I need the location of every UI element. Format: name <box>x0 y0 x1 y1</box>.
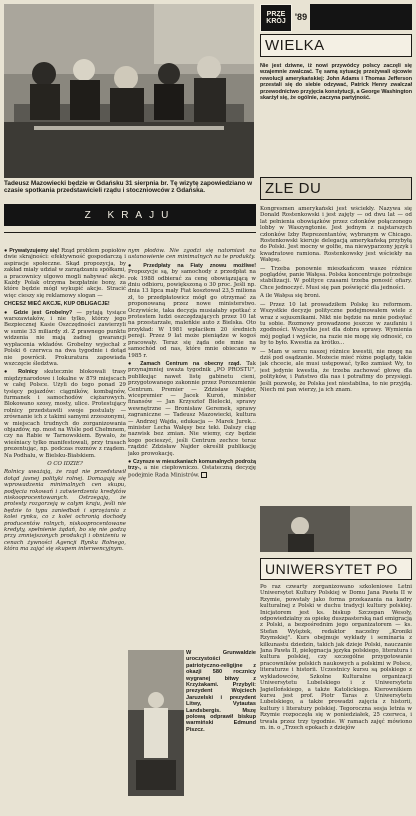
masthead <box>260 4 412 32</box>
middle-column <box>128 248 256 646</box>
article-paragraph: A ile Wałęsa się broni. <box>260 293 321 300</box>
grunwald-photo <box>128 650 184 796</box>
subheading: O CO IDZIE? <box>47 461 83 467</box>
news-lead: ● Przedpłaty na Fiaty znowu możliwe! <box>128 262 256 269</box>
photo-caption: Tadeusz Mazowiecki będzie w Gdańsku 31 sierpnia br. Tę wizytę zapowiedziano w czasie spotkania przedstawicieli rządu i stoczniowców z Gdańska. <box>4 180 253 195</box>
right-mid-article <box>260 206 412 502</box>
right-bottom-article <box>260 584 412 816</box>
news-lead: ● Zamach Centrum na obecny rząd. <box>128 360 241 367</box>
article-paragraph: Po raz czwarty zorganizowano szkoleniowe Letni Uniwersytet Kultury Polskiej w Domu Jana Pawła II w Rzymie, powstały jako forma przekazania na kadry kulturalnej z Polski w duchu tradycji kultury polskiej. Inicjatorem jest ks. biskup Szczepan Wesoły, odpowiedzialny za opiekę duszpasterską nad emigracją z Polski, a bezpośrednim jego organizatorem — ks. Stefan Wylężek, redaktor naczelny „Kroniki Rzymskiej". Kurs obejmuje wykłady i seminaria z kilkunastu dziedzin, takich jak dzieje Polski, nauczanie Jana Pawła II, pielęgnacja języka polskiego, literatura i kultura polskiej, czy szczególne przygotowanie pracowników polskich naukowych a polskimi w Polsce, literaturze i historii. Uczestnicy kursu są polskiego z wykładowców, Szkolne Kulturalne organizacji Uniwersytetu Lubelskiego i z Uniwersytetu Jagiellońskiego, a także Katolickiego. Kierownikiem kursu jest prof. Piotr Taras z Uniwersytetu Lubelskiego, a także prowadzi zajęcia z historii, kultury i literatury polskiej. Tegoroczna sesja letnia w Rzymie rozpoczęła się w poniedziałek, 25 czerwca, i trwała przez trzy tygodnie. W ramach zajęć mówiono m. in. o „Trzech epokach z dziejów <box>260 584 412 731</box>
right-top-article <box>260 63 412 173</box>
news-item <box>4 369 126 459</box>
section-band-z-kraju: Z KRAJU <box>4 204 256 226</box>
edition-mark: '89 <box>294 12 308 22</box>
news-continuation: nym płodów. Nie zgodzi się natomiast na ustanowienie cen minimalnych na te produkty. <box>128 248 256 261</box>
divider <box>4 232 256 233</box>
przekroj-logo: PRZE KRÓJ <box>260 4 292 32</box>
news-lead: ● Czynsze w mieszkaniach komunalnych podrożą trzy-, <box>128 459 256 472</box>
left-column <box>4 248 126 796</box>
article-text: Nie jest dziwne, iż nowi przywódcy polscy zaczęli się wzajemnie zwalczać. Tę samą sytuację przeżywali ojcowie rewolucji amerykańskiej: John Adams i Thomas Jefferson przestali się do siebie odzywać, Patrick Henry zwalczał przewodnictwo przyjęcia konstytucji, a George Washington skarżył się, że ogólnie, zaczyna partyjność. <box>260 63 412 102</box>
grunwald-photo-illustration <box>128 650 184 796</box>
news-lead: ● Prywatyzujemy się! <box>4 248 60 254</box>
news-text: Propozycje są, by samochody z przedpłat na rok 1988 odbierać za cenę obowiązującą w dniu odbioru, powiększoną o 30 proc. Jeśli np. dnia 13 lipca mały Fiat kosztował 23,5 miliona zł, to przedpłatowicz mógł go otrzymać za proponowaną przez nowe ministerstwo. Oczywiście, taka decyzja musiałaby spotkać z protestem ludzi oszczędzających przez 10 lat na przestarzałe, maleńkie auto z Bielska. Oto przykład: W 1981 wpłaciłem 20 średnich pensji. Przez 9 lat może pieniądze w kogoś pracowały. Teraz się żąda ode mnie na samochód od nas, które mnie obiecano w 1985 r. <box>128 269 256 359</box>
article-paragraph: — Przez 10 lat prowadziłem Polskę ku reformom. Wszystkie decyzje polityczne podejmowałem wiele z wraz z sojusznikami. Nikt nie będzie na mnie podsyłać tu sobie. Rozmowy prowadzone jeszcze w zaufaniu i zgodności. Wszystko jest dla dobra sprawy. Wymienia mój pogląd i wyjście, na razie nie mogę się odnosić, co by to było. Kwestia za krótko... <box>260 301 412 347</box>
article-paragraph: — Trzeba ponownie mieszkańcom wasze różnice poglądów, panie Wałęsa. Polska koncentruje potrzebuje stabilizacji. W polityce czasami trzeba ponosić ofiary. Chce jednoczyć. Musi się pan poświęcić dla jedności. <box>260 265 412 291</box>
right-photo <box>260 506 412 552</box>
grunwald-item <box>186 650 256 796</box>
news-lead: ● Gdzie jest Grobelny? <box>4 309 73 316</box>
news-text: skutecznie blokowali trasy międzynarodowe i lokalne w 879 miejscach w całej Polsce. Użyli do tego ponad 29 tysięcy pojazdów: ciągników, kombajnów, furmanek i samochodów ciężarowych. Blokowano szosy, mosty, ulice. Protestujący rolnicy przedstawili swoje postulaty — zrównanie ich z takimi samymi zrzeszonymi, w miejscach trudnych do zorganizowania objazdów, np. most na Wiśle pod Chełmnem, czy na Rabie w Tarnowskiem. Bywało, że wieśniacy tylko manifestowali, przy trasach prezentując, np. podczas rozmów z rządem. Na Podhalu, w Bielsku-Białskiem. <box>4 369 126 459</box>
article-paragraph: Kongresmen amerykański jest wściekły. Nazywa się Donald Rostenkowski i jest zajęty — od dwu lat — od lat pełnienia obowiązków przez członków połączonego lobby w Waszyngtonie. Jest jednym z najstarszych członków Izby Reprezentantów, wybranym w Chicago. Rostenkowski kieruje delegacją amerykańską przybyłą do Polski. Jest mocny w golfie, ma niewyparzony język i kwadratowe ramiona. Rostenkowsky jest wściekły na Wałęsę. <box>260 206 412 264</box>
grunwald-text: W Grunwaldzie uroczystości patriotyczno-religijne z okazji 580 rocznicy wygranej bitwy z Krzyżakami. Przybyli: prezydent Wojciech Jaruzelski i prezydent Litwy, Vytautas Landsbergis. Mszę polową odprawił biskup warmiński Edmund Piszcz. <box>186 650 256 733</box>
news-text: a nie ciepłowniczo. Ostateczną decyzję podejmie Rada Ministrów. <box>128 465 256 479</box>
news-text: Rząd problem popiołów dwie skrajności: efektywność gospodarczą i aspiracje społeczne. Skąd propozycja, by zakład miały udział w zarządzaniu spółkami, a pracownicy ulgowo mogli nabywać akcje. Każdy Polak otrzyma bezpłatnie bony, za które będzie mógł wykupić akcje. Stracić więc cieszy się reklamowy slogan — <box>4 248 126 299</box>
end-square-icon <box>201 472 207 478</box>
news-slogan: CHCESZ MIEĆ AKCJE, KUP OBLIGACJE! <box>4 301 110 308</box>
news-item <box>4 248 126 299</box>
article-title-uniwersytet: UNIWERSYTET PO <box>260 558 412 580</box>
news-item <box>128 263 256 359</box>
article-paragraph: — Mam w sercu naszej różnice kwestii, nie mogę na dziś pod osądzanie. Możecie mieć różne poglądy, takie jak chcecie, ale musi ustępować, tylko zamiast Wy, to jest jedynie kwestia, że trzeba zachować głowę dla polityków, i Państwo dla nas i potrafimy do przysięgi. Jeśli pozwolę, że Polska jest niestabilna, to nie przyjdą. Niech mi pan wierzy, ja ich znam. <box>260 348 412 393</box>
news-item: Rolnicy uważają, że rząd nie przedstawił dotąd jasnej polityki rolnej. Domagają się wprowadzenia minimalnych cen skupu, podjęcia rokowań i zatwierdzenia kredytów niskooprocentowanych. Ostrzegają, że protesty rozgorzeją w całym kraju, jeśli nie będzie to typu zaniedbań i sprzężania z kolei rynku, co z kolei ochronią dochody producentów rolnych, niskooprocentowane kredyty, spełnienie żądań, bo się nie godzą przy zmniejszonych produkcji i obniżeniu w cenach żywności Agencji Rynku Rolnego, która ma zająć się skupem interwencyjnym. <box>4 469 126 553</box>
right-photo-illustration <box>260 506 412 552</box>
news-photo <box>4 4 254 178</box>
news-item <box>4 310 126 368</box>
news-item <box>128 361 256 457</box>
news-text: — pytają tysiące warszawiaków, i nie tylko, którzy jego Bezpiecznej Kasie Oszczędności zawierzyli w sumie 33 miliardy zł. Z prawnego punktu widzenia nie mają żadnej gwarancji wypłacenia wkładów. Grobelny wyjechał z Polski 6 czerwca na dwa tygodnie i dotąd nie powrócił. Prokuratura zapowiada wszczęcie śledztwa. <box>4 309 126 367</box>
news-lead: ● Rolnicy <box>4 369 38 376</box>
article-title-wielka: WIELKA <box>260 34 412 57</box>
right-column <box>260 4 412 796</box>
section-top-mark <box>310 4 412 30</box>
news-text: Tak przynajmniej uważa tygodnik „PO PROSTU", publikując nawet listę gabinetu cieni, przygotowanego zakonnie przez Porozumienie Centrum. Premier — Zdzisław Najder, wicepremier — Jacek Kuroń, minister finansów — Jan Krzysztof Bielecki, sprawy wewnętrzne — Bronisław Geremek, sprawy zagraniczne — Tadeusz Mazowiecki, kultura — Andrzej Wajda, edukacja — Marek Jurek... minister Lecha Wałęsy bez teki. Dalszy ciąg nazwisk bez zmian. Nie wiemy, czy będzie kogo pocieszyć, jeśli Centrum zechce teraz rządzić Zdzisław Najder określił publikację jako prowokację. <box>128 360 256 457</box>
meeting-photo-illustration <box>4 4 254 178</box>
news-item <box>128 459 256 479</box>
article-title-zle-du: ZLE DU <box>260 177 412 200</box>
